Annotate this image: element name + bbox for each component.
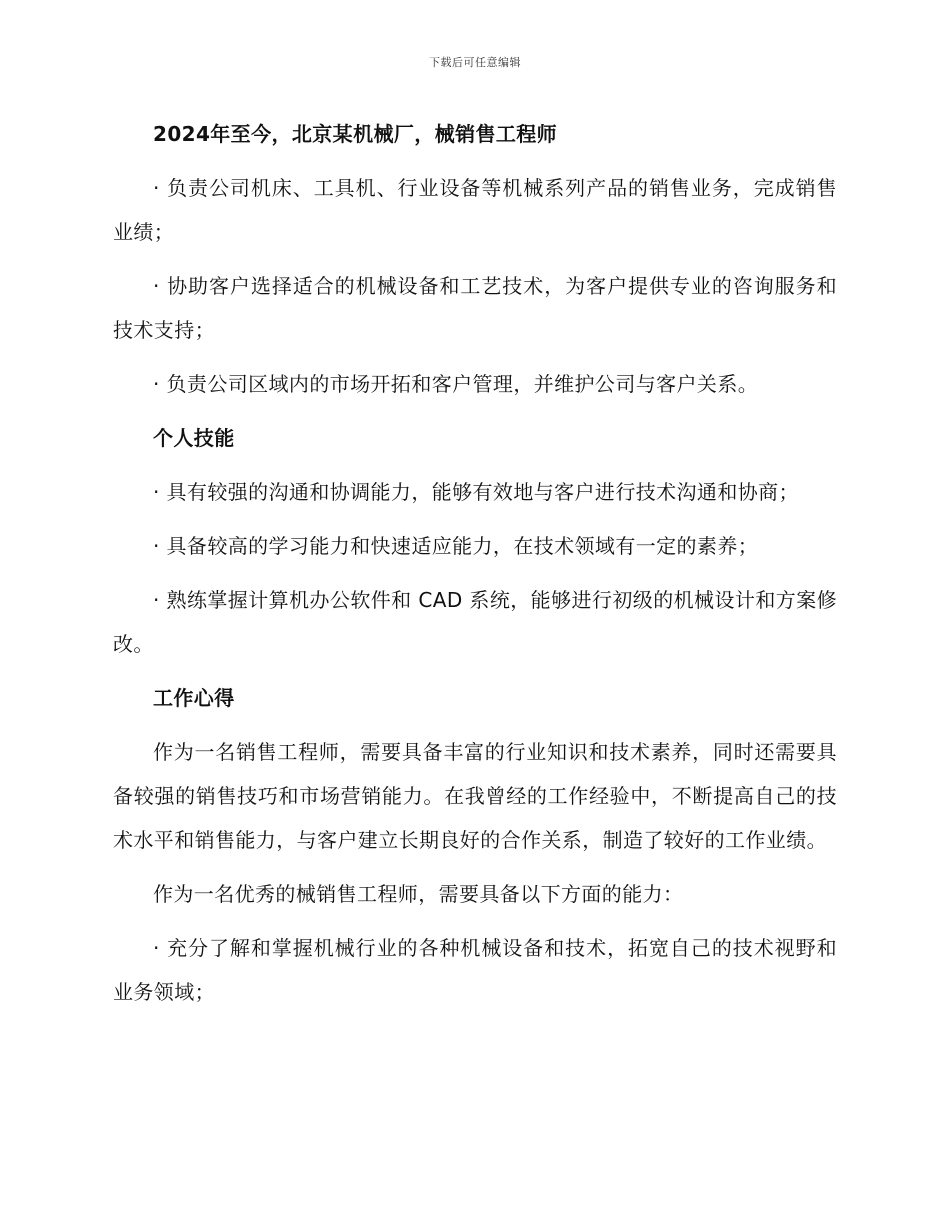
insights-paragraph: 作为一名销售工程师，需要具备丰富的行业知识和技术素养，同时还需要具备较强的销售技巧和市场营销能力。在我曾经的工作经验中，不断提高自己的技术水平和销售能力，与客户建立长期良好的合作关系，制造了较好的工作业绩。 [113,740,837,852]
skill-item: · 具有较强的沟通和协调能力，能够有效地与客户进行技术沟通和协商； [153,480,799,504]
insights-heading: 工作心得 [153,686,235,710]
job-duty-item: · 负责公司区域内的市场开拓和客户管理，并维护公司与客户关系。 [153,372,759,396]
header-note: 下载后可任意编辑 [429,56,521,69]
insight-item: · 充分了解和掌握机械行业的各种机械设备和技术，拓宽自己的技术视野和业务领域； [113,936,837,1004]
skills-heading: 个人技能 [153,426,235,450]
skill-item: · 具备较高的学习能力和快速适应能力，在技术领域有一定的素养； [153,534,759,558]
skill-item: · 熟练掌握计算机办公软件和 CAD 系统，能够进行初级的机械设计和方案修改。 [113,588,837,656]
job-duty-item: · 协助客户选择适合的机械设备和工艺技术，为客户提供专业的咨询服务和技术支持； [113,274,837,342]
insights-paragraph: 作为一名优秀的械销售工程师，需要具备以下方面的能力： [153,882,684,906]
job-duty-item: · 负责公司机床、工具机、行业设备等机械系列产品的销售业务，完成销售业绩； [113,176,837,244]
job-title: 2024年至今，北京某机械厂，械销售工程师 [153,122,558,146]
document-body [113,112,837,1024]
